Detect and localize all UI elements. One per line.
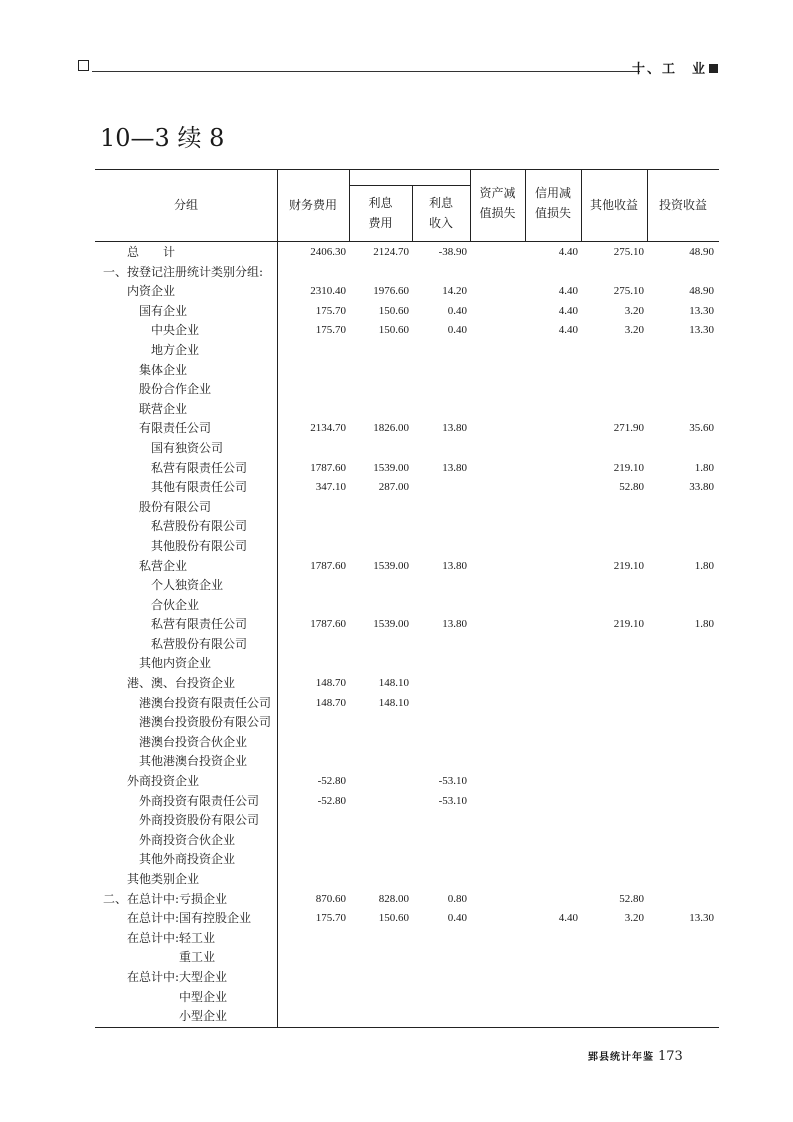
table-row	[95, 596, 719, 616]
cell-value: 287.00	[378, 481, 409, 494]
cell-value: -53.10	[438, 794, 467, 807]
cell-value: 13.30	[689, 324, 714, 337]
header-interest-income-line2: 收入	[428, 216, 453, 230]
cell-value: 275.10	[613, 246, 644, 258]
table-row	[95, 282, 719, 302]
cell-value: 35.60	[689, 422, 714, 435]
cell-value: 13.80	[442, 461, 467, 474]
cell-value: 175.70	[315, 912, 346, 925]
cell-value: 1.80	[694, 461, 714, 474]
cell-value: 0.40	[447, 912, 467, 925]
cell-value: 0.40	[447, 324, 467, 337]
row-label: 私营股份有限公司	[151, 519, 248, 534]
cell-value: 1976.60	[373, 285, 409, 298]
cell-value: 1787.60	[310, 559, 346, 572]
footer-book-title: 郢县统计年鉴	[588, 1052, 654, 1063]
cell-value: 0.80	[447, 892, 467, 905]
row-label: 私营有限责任公司	[151, 617, 248, 632]
row-label: 个人独资企业	[151, 578, 224, 593]
header-rule	[92, 71, 640, 72]
cell-value: 175.70	[315, 304, 346, 317]
row-label: 港、澳、台投资企业	[127, 676, 236, 691]
table-row	[95, 361, 719, 381]
header-group: 分组	[173, 198, 198, 212]
cell-value: 4.40	[558, 285, 578, 298]
row-label: 私营企业	[139, 558, 188, 573]
table-row	[95, 792, 719, 812]
table-row	[95, 772, 719, 792]
row-label: 外商投资企业	[127, 774, 200, 789]
row-label: 小型企业	[179, 1009, 228, 1024]
row-label: 中央企业	[151, 323, 200, 338]
header-interest-cost	[349, 193, 412, 233]
table-row	[95, 557, 719, 577]
table-row	[95, 576, 719, 596]
cell-value: -52.80	[317, 775, 346, 788]
cell-value: 219.10	[613, 559, 644, 572]
table-row	[95, 498, 719, 518]
table-top-rule	[95, 169, 719, 170]
header-interest-cost-line2: 费用	[368, 216, 393, 230]
cell-value: 2134.70	[310, 422, 346, 435]
table-row	[95, 929, 719, 949]
row-label: 其他港澳台投资企业	[139, 754, 248, 769]
table-row	[95, 263, 719, 283]
row-label: 其他类别企业	[127, 872, 200, 886]
cell-value: 219.10	[613, 461, 644, 474]
row-label: 外商投资有限责任公司	[139, 793, 260, 808]
cell-value: 1.80	[694, 618, 714, 631]
table-row	[95, 537, 719, 557]
row-label: 港澳台投资有限责任公司	[139, 695, 272, 710]
data-table	[95, 169, 719, 1029]
row-label: 在总计中:大型企业	[127, 969, 228, 984]
cell-value: -38.90	[438, 246, 467, 258]
cell-value: 828.00	[378, 892, 409, 905]
cell-value: 2406.30	[310, 246, 346, 258]
cell-value: 4.40	[558, 912, 578, 925]
row-label: 股份合作企业	[139, 382, 212, 397]
cell-value: 48.90	[689, 285, 714, 298]
cell-value: 275.10	[613, 285, 644, 298]
cell-value: 148.70	[315, 677, 346, 690]
row-label: 其他有限责任公司	[151, 480, 248, 495]
table-row	[95, 988, 719, 1008]
cell-value: 0.40	[447, 304, 467, 317]
cell-value: 1539.00	[373, 559, 409, 572]
table-bottom-rule	[95, 1027, 719, 1028]
page-number: 173	[658, 1049, 683, 1064]
header-credit-impairment	[525, 183, 581, 223]
header-credit-impairment-line1: 信用减	[534, 186, 571, 200]
table-row	[95, 948, 719, 968]
cell-value: 4.40	[558, 304, 578, 317]
cell-value: 1826.00	[373, 422, 409, 435]
table-title: 10—3 续 8	[100, 124, 225, 152]
cell-value: 148.10	[378, 677, 409, 690]
cell-value: 2310.40	[310, 285, 346, 298]
cell-value: 2124.70	[373, 246, 409, 258]
table-row	[95, 831, 719, 851]
row-label: 集体企业	[139, 362, 188, 377]
table-row	[95, 713, 719, 733]
row-label: 外商投资合伙企业	[139, 832, 236, 847]
table-row	[95, 890, 719, 910]
cell-value: 148.10	[378, 696, 409, 709]
header-asset-impairment	[470, 183, 525, 223]
cell-value: 4.40	[558, 324, 578, 337]
table-row	[95, 400, 719, 420]
row-label: 其他内资企业	[139, 656, 212, 671]
row-label: 合伙企业	[151, 597, 200, 612]
cell-value: 1787.60	[310, 618, 346, 631]
row-label: 在总计中:轻工业	[127, 930, 216, 945]
cell-value: 150.60	[378, 304, 409, 317]
table-row	[95, 341, 719, 361]
cell-value: 48.90	[689, 246, 714, 258]
table-row	[95, 459, 719, 479]
table-row	[95, 654, 719, 674]
row-label: 二、在总计中:亏损企业	[103, 891, 228, 906]
table-row	[95, 419, 719, 439]
black-square-icon	[709, 64, 718, 73]
row-label: 内资企业	[127, 284, 176, 299]
table-row	[95, 615, 719, 635]
header-invest-income: 投资收益	[658, 198, 707, 212]
table-row	[95, 478, 719, 498]
cell-value: 3.20	[624, 324, 644, 337]
row-label: 一、按登记注册统计类别分组:	[103, 264, 264, 279]
table-row	[95, 752, 719, 772]
cell-value: 1787.60	[310, 461, 346, 474]
row-label: 港澳台投资合伙企业	[139, 734, 248, 749]
cell-value: 150.60	[378, 912, 409, 925]
table-row	[95, 811, 719, 831]
cell-value: -53.10	[438, 775, 467, 788]
header-other-income: 其他收益	[589, 198, 638, 212]
cell-value: 52.80	[619, 481, 644, 494]
cell-value: 13.30	[689, 304, 714, 317]
row-label: 其他外商投资企业	[139, 852, 236, 867]
cell-value: 13.80	[442, 618, 467, 631]
chapter-label	[632, 58, 718, 77]
row-label: 股份有限公司	[139, 499, 212, 514]
row-label: 外商投资股份有限公司	[139, 813, 260, 828]
table-row	[95, 694, 719, 714]
table-row	[95, 439, 719, 459]
cell-value: 33.80	[689, 481, 714, 494]
row-label: 私营有限责任公司	[151, 460, 248, 475]
table-row	[95, 909, 719, 929]
cell-value: -52.80	[317, 794, 346, 807]
cell-value: 13.30	[689, 912, 714, 925]
cell-value: 271.90	[613, 422, 644, 435]
row-label: 私营股份有限公司	[151, 636, 248, 651]
cell-value: 13.80	[442, 559, 467, 572]
cell-value: 347.10	[315, 481, 346, 494]
running-header	[78, 58, 718, 76]
table-row	[95, 321, 719, 341]
cell-value: 4.40	[558, 246, 578, 258]
row-label: 在总计中:国有控股企业	[127, 911, 252, 926]
row-label: 有限责任公司	[139, 421, 212, 436]
cell-value: 3.20	[624, 304, 644, 317]
row-label: 总 计	[127, 245, 176, 259]
table-row	[95, 635, 719, 655]
table-row	[95, 733, 719, 753]
table-row	[95, 517, 719, 537]
row-label: 其他股份有限公司	[151, 538, 248, 553]
cell-value: 148.70	[315, 696, 346, 709]
cell-value: 1539.00	[373, 618, 409, 631]
header-interest-cost-line1: 利息	[368, 196, 393, 210]
cell-value: 14.20	[442, 285, 467, 298]
table-row	[95, 674, 719, 694]
cell-value: 1.80	[694, 559, 714, 572]
cell-value: 13.80	[442, 422, 467, 435]
row-label: 联营企业	[139, 401, 188, 416]
table-row	[95, 850, 719, 870]
cell-value: 219.10	[613, 618, 644, 631]
row-label: 中型企业	[179, 989, 228, 1004]
table-row	[95, 968, 719, 988]
header-finance: 财务费用	[288, 198, 337, 212]
cell-value: 52.80	[619, 892, 644, 905]
row-label: 国有企业	[139, 303, 188, 318]
row-label: 港澳台投资股份有限公司	[139, 715, 272, 730]
header-interest-income-line1: 利息	[428, 196, 453, 210]
cell-value: 150.60	[378, 324, 409, 337]
cell-value: 3.20	[624, 912, 644, 925]
header-sub-rule	[349, 185, 470, 186]
header-asset-impairment-line1: 资产减	[479, 186, 516, 200]
header-credit-impairment-line2: 值损失	[534, 206, 571, 220]
chapter-label-text: 十、工 业	[631, 62, 707, 77]
table-row	[95, 302, 719, 322]
header-box-icon	[78, 60, 89, 71]
table-row	[95, 243, 719, 263]
cell-value: 175.70	[315, 324, 346, 337]
header-asset-impairment-line2: 值损失	[479, 206, 516, 220]
table-row	[95, 1007, 719, 1027]
table-header-rule	[95, 241, 719, 242]
table-body	[95, 243, 719, 1027]
cell-value: 1539.00	[373, 461, 409, 474]
header-interest-income	[412, 193, 470, 233]
row-label: 重工业	[179, 950, 216, 965]
row-label: 地方企业	[151, 342, 200, 357]
row-label: 国有独资公司	[151, 440, 224, 455]
cell-value: 870.60	[315, 892, 346, 905]
page-footer	[588, 1045, 683, 1064]
table-row	[95, 870, 719, 890]
table-row	[95, 380, 719, 400]
